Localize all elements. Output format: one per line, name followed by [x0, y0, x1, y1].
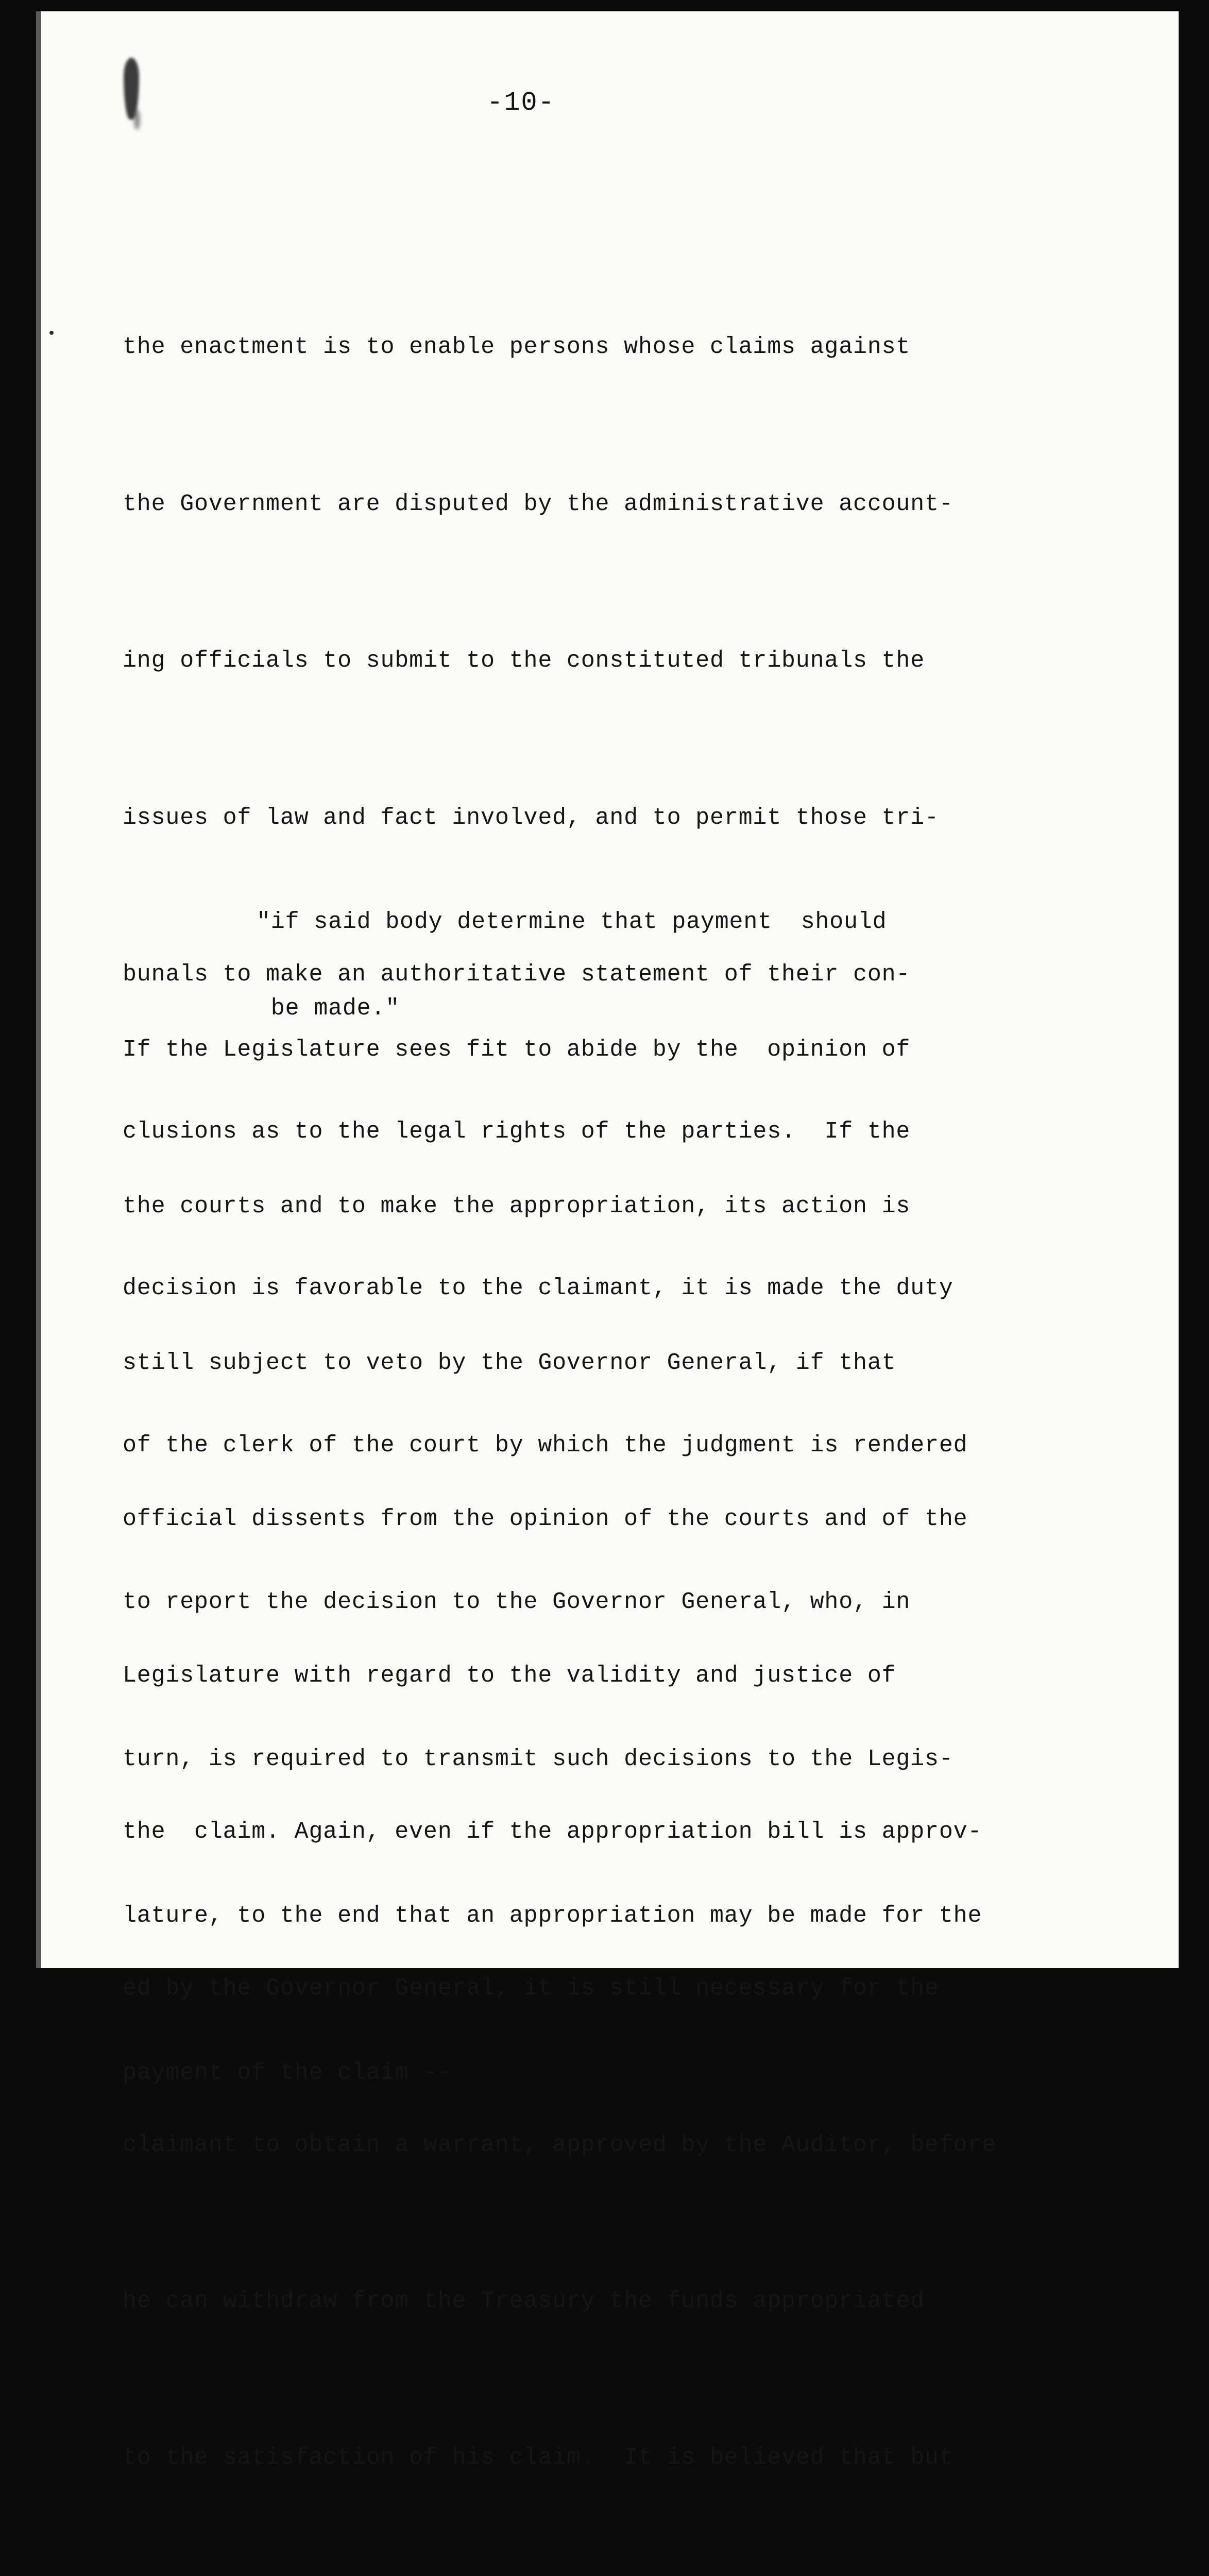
text-line: claimant to obtain a warrant, approved by the Auditor, before	[123, 2131, 997, 2158]
text-line: turn, is required to transmit such decisions to the Legis-	[123, 1745, 953, 1772]
text-line: decision is favorable to the claimant, it is made the duty	[123, 1275, 953, 1301]
text-line: ing officials to submit to the constituted tribunals the	[123, 648, 925, 674]
text-line: Legislature with regard to the validity and justice of	[123, 1662, 896, 1689]
text-line: ed by the Governor General, it is still necessary for the	[123, 1975, 939, 2002]
text-line: the courts and to make the appropriation, its action is	[123, 1193, 911, 1219]
margin-mark	[49, 331, 54, 335]
text-line: lature, to the end that an appropriation may be made for the	[123, 1903, 982, 1929]
text-line: still subject to veto by the Governor General, if that	[123, 1349, 896, 1376]
text-line: he can withdraw from the Treasury the funds appropriated	[123, 2288, 925, 2315]
ink-smudge	[134, 109, 140, 130]
document-page	[36, 11, 1179, 2471]
text-line: to the satisfaction of his claim. It is believed that but	[123, 2444, 953, 2471]
quote-line: "if said body determine that payment should	[257, 909, 887, 935]
text-line: bunals to make an authoritative statement of their con-	[123, 961, 911, 988]
page-number: -10-	[487, 88, 555, 118]
text-line: If the Legislature sees fit to abide by the opinion of	[123, 1037, 911, 1063]
text-line: the Government are disputed by the administrative account-	[123, 490, 953, 517]
text-line: issues of law and fact involved, and to permit those tri-	[123, 804, 939, 831]
text-line: of the clerk of the court by which the judgment is rendered	[123, 1432, 968, 1459]
text-line: the claim. Again, even if the appropriation bill is approv-	[123, 1819, 982, 1845]
paragraph-2	[123, 920, 996, 2576]
text-line: clusions as to the legal rights of the parties. If the	[123, 1118, 911, 1145]
text-line: the enactment is to enable persons whose claims against	[123, 334, 911, 360]
text-line: to report the decision to the Governor General, who, in	[123, 1589, 911, 1615]
text-line: payment of the claim --	[123, 2059, 452, 2086]
quote-line: be made."	[257, 995, 400, 1022]
text-line: official dissents from the opinion of the courts and of the	[123, 1506, 968, 1533]
